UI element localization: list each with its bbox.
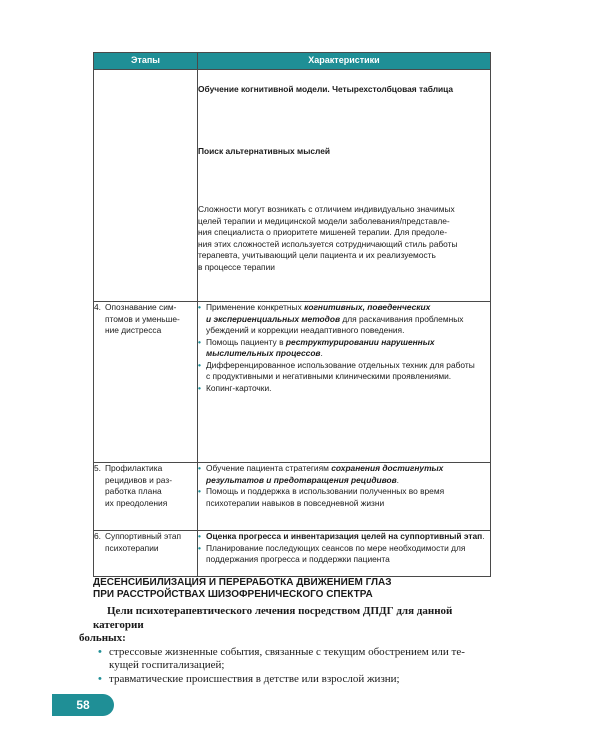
stage-label: Опознавание сим- птомов и уменьше- ние дистресса	[105, 302, 180, 335]
subtitle-alternative-thoughts: Поиск альтернативных мыслей	[198, 145, 331, 156]
list-item: • Применение конкретных когнитивных, поведенческих и экспериенциальных методов для раскачивания проблемных убеждений и коррекции неадаптивного поведения.	[198, 302, 490, 337]
paragraph-line: ния специалиста о приоритете мишеней терапии. Для предоле-	[198, 227, 447, 237]
table-row	[94, 302, 491, 463]
table-row	[94, 531, 491, 577]
list-item: • Планирование последующих сеансов по мере необходимости для поддержания прогресса и поддержки пациента	[198, 543, 490, 566]
bullet-list	[198, 302, 490, 394]
page-number-badge: 58	[52, 694, 114, 716]
paragraph-line: ния этих сложностей используется сотрудничающий стиль работы	[198, 238, 458, 249]
stage-cell-empty	[94, 70, 198, 302]
characteristics-cell	[198, 463, 491, 531]
table-row	[94, 70, 491, 302]
characteristics-cell	[198, 531, 491, 577]
list-item: • стрессовые жизненные события, связанные с текущим обострением или те- кущей госпитализацией;	[93, 646, 498, 673]
stage-cell	[94, 302, 198, 463]
list-item: • Оценка прогресса и инвентаризация целей на суппортивный этап.	[198, 531, 490, 543]
list-item: • Дифференцированное использование отдельных техник для работы с продуктивными и негативными клиническими проявлениями.	[198, 360, 490, 383]
stages-table	[93, 52, 491, 577]
list-item: • Помощь пациенту в реструктурировании нарушенных мыслительных процессов.	[198, 337, 490, 360]
stage-cell	[94, 463, 198, 531]
paragraph-line: терапевта, учитывающий цели пациента и их реализуемость	[198, 250, 436, 260]
stage-number: 5.	[94, 463, 101, 473]
section-title: ДЕСЕНСИБИЛИЗАЦИЯ И ПЕРЕРАБОТКА ДВИЖЕНИЕМ ГЛАЗ ПРИ РАССТРОЙСТВАХ ШИЗОФРЕНИЧЕСКОГО СПЕКТРА	[93, 577, 392, 600]
stage-number: 4.	[94, 302, 101, 312]
paragraph-line: в процессе терапии	[198, 261, 275, 272]
paragraph-line: Сложности могут возникать с отличием индивидуально значимых	[198, 204, 455, 214]
stage-label: Суппортивный этап психотерапии	[105, 531, 182, 553]
header-characteristics: Характеристики	[198, 53, 491, 70]
list-item: • Копинг-карточки.	[198, 383, 490, 395]
table-row	[94, 463, 491, 531]
stage-number: 6.	[94, 531, 101, 541]
section-body	[79, 605, 498, 686]
bullet-list	[198, 531, 490, 566]
list-item: • травматические происшествия в детстве или взрослой жизни;	[93, 673, 498, 687]
subtitle-cognitive-model: Обучение когнитивной модели. Четырехстолбцовая таблица	[198, 84, 454, 94]
bullet-list	[198, 463, 490, 509]
stage-label: Профилактика рецидивов и раз- работка плана их преодоления	[105, 463, 172, 508]
header-stages: Этапы	[94, 53, 198, 70]
list-item: • Обучение пациента стратегиям сохранения достигнутых результатов и предотвращения рецидивов.	[198, 463, 490, 486]
difficulties-paragraph	[198, 204, 490, 273]
characteristics-cell	[198, 70, 491, 302]
stage-cell	[94, 531, 198, 577]
lead-paragraph: Цели психотерапевтического лечения посредством ДПДГ для данной категории больных:	[79, 605, 453, 644]
list-item: • Помощь и поддержка в использовании полученных во время психотерапии навыков в повседневной жизни	[198, 486, 490, 509]
table-header-row	[94, 53, 491, 70]
characteristics-cell	[198, 302, 491, 463]
paragraph-line: целей терапии и медицинской модели заболевания/представле-	[198, 215, 450, 226]
goals-list	[93, 646, 498, 687]
